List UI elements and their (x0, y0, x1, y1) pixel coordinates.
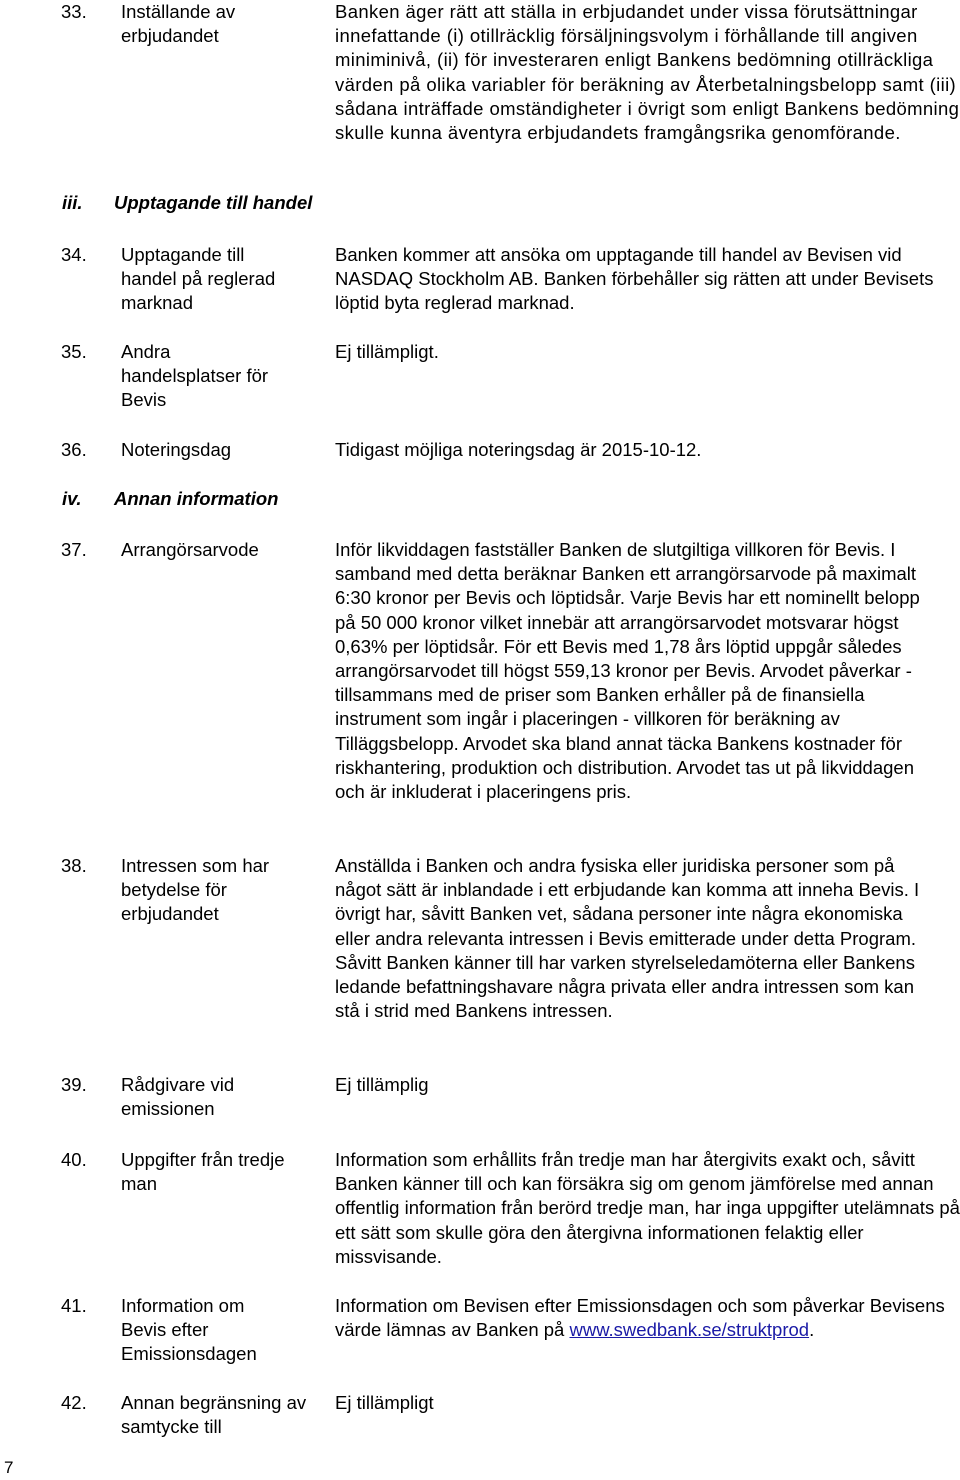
section-number: 38. (61, 855, 87, 876)
section-number: 42. (61, 1392, 87, 1413)
section-label: Arrangörsarvode (121, 539, 259, 560)
section-label: Andra handelsplatser för Bevis (121, 341, 269, 411)
section-label: Upptagande till handel på reglerad marknad (121, 244, 276, 314)
section-text: Information som erhållits från tredje man har återgivits exakt och, såvitt Banken känner till och kan försäkra sig om genom jämförelse med annan offentlig information från berörd tredje man, har inga uppgifter utelämnats på ett sätt som skulle göra den återgivna informationen felaktig eller missvisande. (335, 1149, 960, 1267)
section-label: Inställande av erbjudandet (121, 1, 236, 47)
section-text-before: Information om Bevisen efter Emissionsdagen och som påverkar Bevisens värde lämnas av Banken på (335, 1295, 945, 1341)
section-label: Noteringsdag (121, 439, 232, 460)
section-number: 36. (61, 439, 87, 460)
section-label: Intressen som har betydelse för erbjudandet (121, 855, 270, 925)
section-number: 40. (61, 1149, 87, 1170)
section-text: Tidigast möjliga noteringsdag är 2015-10-12. (335, 439, 702, 460)
section-text: Banken äger rätt att ställa in erbjudandet under vissa förutsättningar innefattande (i) otillräcklig försäljningsvolym i förhållande till angiven miniminivå, (ii) för investeraren enligt Bankens bedömning otillräckliga värden på olika variabler för beräkning av Återbetalningsbelopp samt (iii) sådana inträffade omständigheter i övrigt som enligt Bankens bedömning skulle kunna äventyra erbjudandets framgångsrika genomförande. (335, 1, 960, 144)
section-number: 39. (61, 1074, 87, 1095)
section-text: Anställda i Banken och andra fysiska eller juridiska personer som på något sätt är inblandade i ett erbjudande kan komma att inneha Bevis. I övrigt har, såvitt Banken vet, sådana personer inte några ekonomiska eller andra relevanta intressen i Bevis emitterade under detta Program. Såvitt Banken känner till har varken styrelseledamöterna eller Bankens ledande befattningshavare några privata eller andra intressen som kan stå i strid med Bankens intressen. (335, 855, 920, 1022)
section-number: 34. (61, 244, 87, 265)
section-text: Ej tillämpligt. (335, 341, 439, 362)
section-text: Banken kommer att ansöka om upptagande till handel av Bevisen vid NASDAQ Stockholm AB. Banken förbehåller sig rätten att under Bevisets löptid byta reglerad marknad. (335, 244, 934, 314)
section-text: Ej tillämplig (335, 1074, 429, 1095)
heading-number: iv. (62, 488, 82, 509)
heading-number: iii. (62, 192, 83, 213)
section-number: 35. (61, 341, 87, 362)
section-label: Annan begränsning av samtycke till (121, 1392, 307, 1438)
section-number: 37. (61, 539, 87, 560)
section-text-after: . (809, 1319, 815, 1341)
section-text (335, 1294, 955, 1342)
section-number: 33. (61, 1, 87, 22)
struktprod-link[interactable]: www.swedbank.se/struktprod (569, 1319, 810, 1341)
section-label: Uppgifter från tredje man (121, 1149, 285, 1195)
section-label: Rådgivare vid emissionen (121, 1074, 235, 1120)
heading-label: Upptagande till handel (114, 192, 313, 213)
section-text: Ej tillämpligt (335, 1392, 434, 1413)
section-label: Information om Bevis efter Emissionsdagen (121, 1295, 257, 1365)
page-number: 7 (4, 1458, 14, 1477)
section-number: 41. (61, 1295, 87, 1316)
section-text: Inför likviddagen fastställer Banken de slutgiltiga villkoren för Bevis. I samband med detta beräknar Banken ett arrangörsarvode på maximalt 6:30 kronor per Bevis och löptidsår. Varje Bevis har ett nominellt belopp på 50 000 kronor vilket innebär att arrangörsarvodet motsvarar högst 0,63% per löptidsår. För ett Bevis med 1,78 års löptid uppgår således arrangörsarvodet till högst 559,13 kronor per Bevis. Arvodet påverkar - tillsammans med de priser som Banken erhåller på de finansiella instrument som ingår i placeringen - villkoren för beräkning av Tilläggsbelopp. Arvodet ska bland annat täcka Bankens kostnader för riskhantering, produktion och distribution. Arvodet tas ut på likviddagen och är inkluderat i placeringens pris. (335, 539, 920, 803)
heading-label: Annan information (114, 488, 279, 509)
